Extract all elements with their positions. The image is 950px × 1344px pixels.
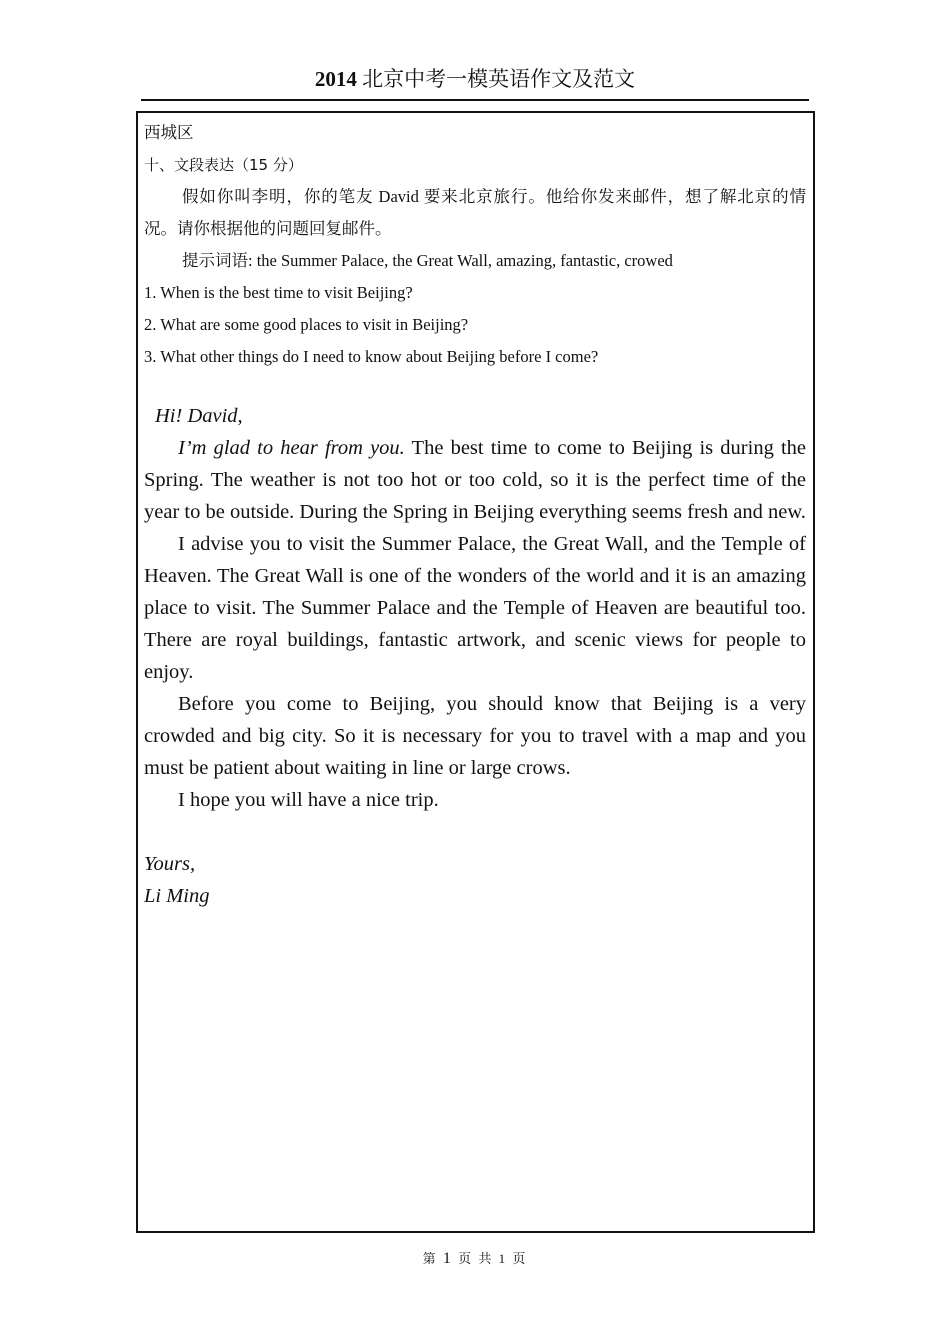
- header-divider: [141, 99, 809, 101]
- letter-closing: Yours,: [144, 853, 196, 875]
- page-footer: [0, 1249, 950, 1269]
- sample-letter: [144, 400, 806, 912]
- section-heading: 十、文段表达（15 分）: [144, 156, 303, 174]
- document-title: [0, 64, 950, 94]
- page-total: 1: [498, 1251, 508, 1266]
- task-instruction: 假如你叫李明，你的笔友 David 要来北京旅行。他给你发来邮件，想了解北京的情况。请你根据他的问题回复邮件。: [144, 187, 806, 238]
- title-year: 2014: [314, 67, 357, 91]
- letter-paragraph-2: I advise you to visit the Summer Palace, the Great Wall, and the Temple of Heaven. The Great Wall is one of the wonders of the world and it is an amazing place to visit. The Summer Palace and the Temple of Heaven are beautiful too. There are royal buildings, fantastic artwork, and scenic views for people to enjoy.: [144, 533, 806, 683]
- question-1: 1. When is the best time to visit Beijing?: [144, 283, 413, 302]
- letter-paragraph-4: I hope you will have a nice trip.: [178, 789, 439, 811]
- opening-sentence: I’m glad to hear from you.: [178, 437, 405, 459]
- letter-greeting: Hi! David,: [155, 405, 243, 427]
- title-text: 北京中考一模英语作文及范文: [362, 67, 636, 91]
- footer-middle: 页 共: [458, 1251, 494, 1266]
- question-3: 3. What other things do I need to know about Beijing before I come?: [144, 347, 599, 366]
- letter-signature: Li Ming: [144, 885, 210, 907]
- paragraph-1-body: The best time to come to Beijing is during the Spring. The weather is not too hot or too cold, so it is the perfect time of the year to be outside. During the Spring in Beijing everything seems fresh and new.: [144, 437, 806, 523]
- district-label: 西城区: [144, 123, 194, 142]
- footer-prefix: 第: [422, 1251, 438, 1266]
- hint-words: 提示词语: the Summer Palace, the Great Wall, amazing, fantastic, crowed: [182, 251, 673, 270]
- question-2: 2. What are some good places to visit in Beijing?: [144, 315, 469, 334]
- page-number: 1: [442, 1250, 453, 1267]
- footer-suffix: 页: [512, 1251, 528, 1266]
- blank-line: [144, 816, 806, 848]
- letter-paragraph-1: [144, 432, 806, 528]
- letter-paragraph-3: Before you come to Beijing, you should know that Beijing is a very crowded and big city. So it is necessary for you to travel with a map and you must be patient about waiting in line or large crows.: [144, 693, 806, 779]
- prompt-section: [144, 117, 806, 373]
